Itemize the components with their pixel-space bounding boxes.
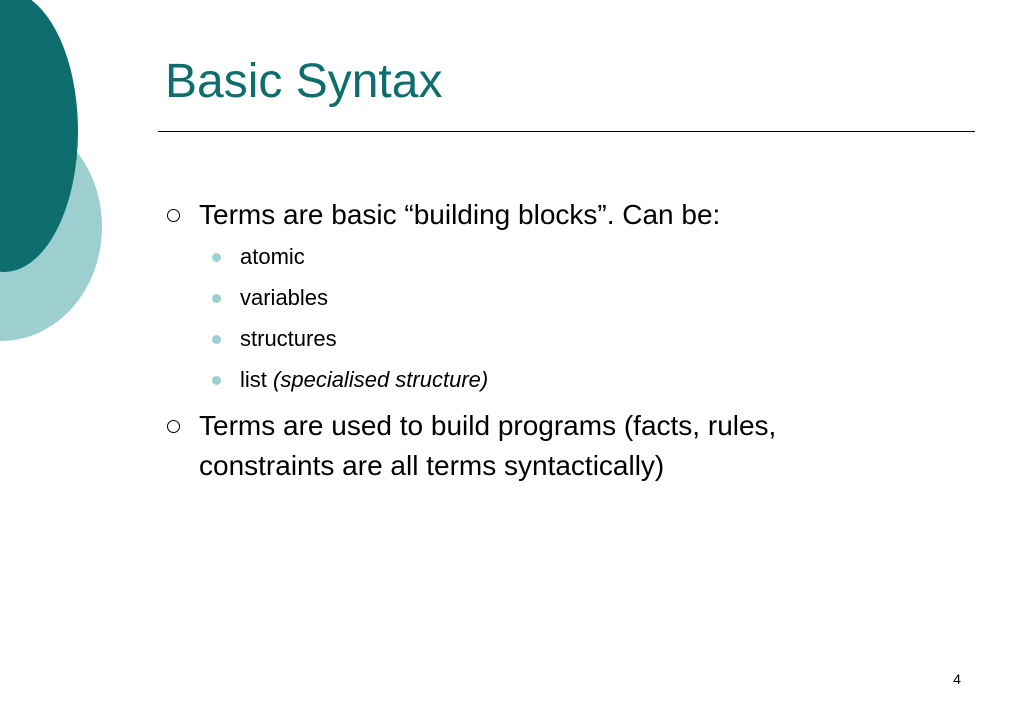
sub-item-atomic: atomic bbox=[240, 244, 305, 269]
sub-item-structures: structures bbox=[240, 326, 337, 351]
sub-bullet-dot-icon bbox=[212, 294, 221, 303]
title-divider bbox=[158, 131, 975, 132]
bullet-terms-build-programs-line2: constraints are all terms syntactically) bbox=[199, 450, 665, 481]
bullet-terms-building-blocks: Terms are basic “building blocks”. Can be: bbox=[199, 199, 721, 230]
sub-bullet-dot-icon bbox=[212, 376, 221, 385]
sub-item-list-label: list bbox=[240, 367, 267, 392]
hollow-circle-bullet-icon bbox=[167, 209, 180, 222]
sub-item-list bbox=[240, 366, 488, 394]
sub-bullet-dot-icon bbox=[212, 335, 221, 344]
bullet-terms-build-programs-line1: Terms are used to build programs (facts, rules, bbox=[199, 410, 777, 441]
sub-item-variables: variables bbox=[240, 285, 329, 310]
page-number: 4 bbox=[953, 671, 961, 687]
sub-item-list-note: (specialised structure) bbox=[273, 367, 489, 392]
hollow-circle-bullet-icon bbox=[167, 420, 180, 433]
sub-bullet-dot-icon bbox=[212, 253, 221, 262]
slide-title: Basic Syntax bbox=[165, 55, 443, 108]
decorative-circles bbox=[0, 0, 120, 360]
